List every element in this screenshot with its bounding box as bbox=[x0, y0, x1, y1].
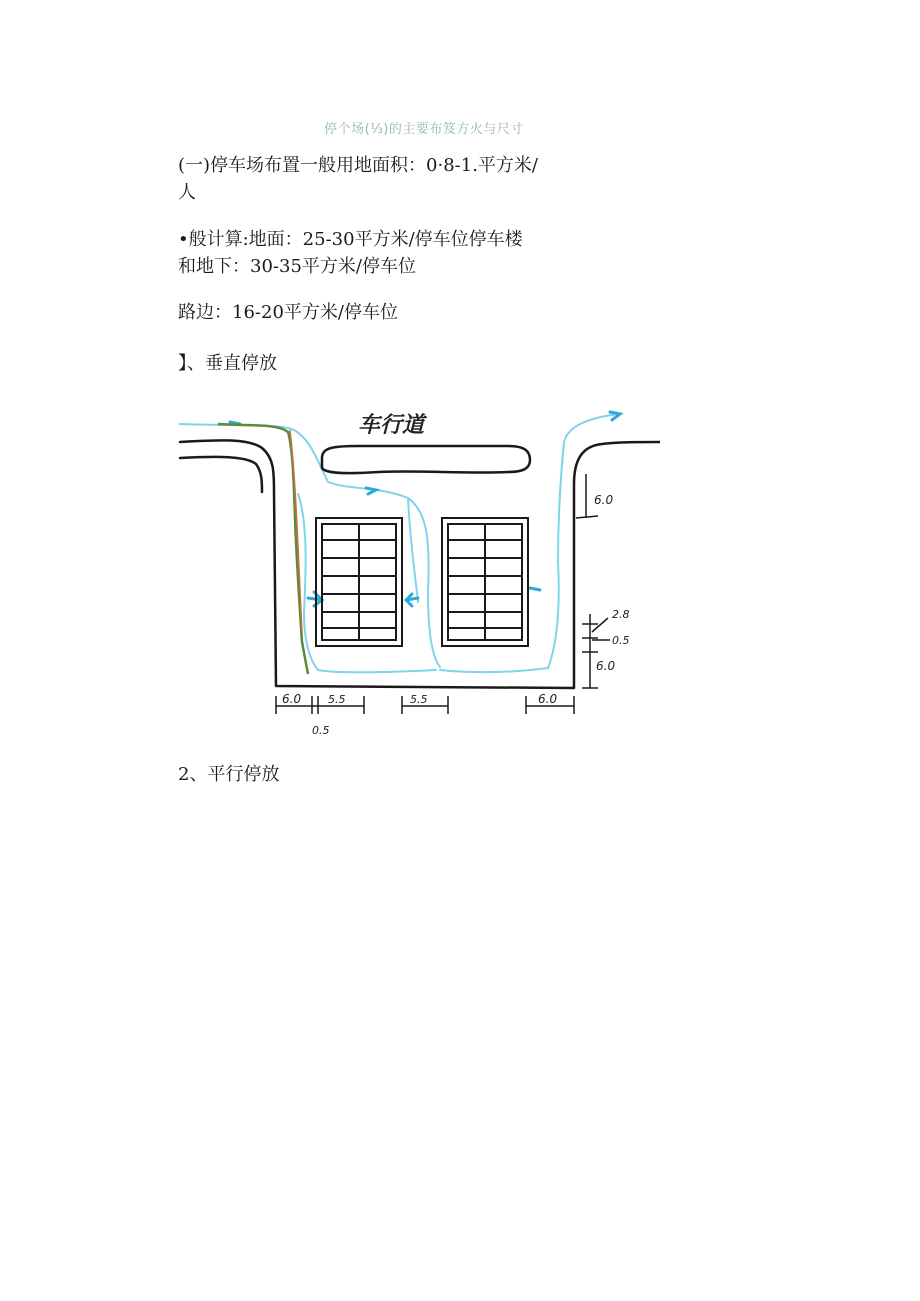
header-note: 停个场(⅓)的主要布笈方火与尺寸 bbox=[324, 122, 524, 137]
heading-parallel-parking: 2、平行停放 bbox=[178, 764, 280, 785]
traffic-flow-lines bbox=[180, 414, 618, 672]
dim-right-a: 2.8 bbox=[612, 608, 630, 621]
paragraph-general-calc: •般计算:地面：25-30平方米/停车位停车楼和地下：30-35平方米/停车位 bbox=[178, 229, 523, 277]
parking-layout-sketch bbox=[178, 402, 660, 740]
road-outline bbox=[180, 440, 660, 688]
route-trace bbox=[218, 424, 308, 674]
dim-bottom-2: 5.5 bbox=[328, 693, 346, 706]
paragraph-roadside: 路边：16-20平方米/停车位 bbox=[178, 302, 398, 323]
dim-bottom-1: 6.0 bbox=[282, 692, 302, 706]
dim-right-b: 0.5 bbox=[612, 634, 630, 647]
median-island bbox=[322, 446, 530, 473]
flow-arrows bbox=[230, 412, 620, 606]
dim-right-c: 6.0 bbox=[596, 659, 616, 673]
dim-right-top: 6.0 bbox=[594, 493, 614, 507]
dim-bottom-3: 5.5 bbox=[410, 693, 428, 706]
sketch-title: 车行道 bbox=[358, 413, 425, 438]
paragraph-land-area: (一)停车场布置一般用地面积：0·8-1.平方米/人 bbox=[178, 155, 538, 203]
dim-bottom-sub: 0.5 bbox=[312, 724, 330, 737]
parking-block-left bbox=[316, 518, 402, 646]
dim-bottom-4: 6.0 bbox=[538, 692, 558, 706]
parking-block-right bbox=[442, 518, 528, 646]
heading-perpendicular-parking: 】、垂直停放 bbox=[178, 353, 277, 374]
